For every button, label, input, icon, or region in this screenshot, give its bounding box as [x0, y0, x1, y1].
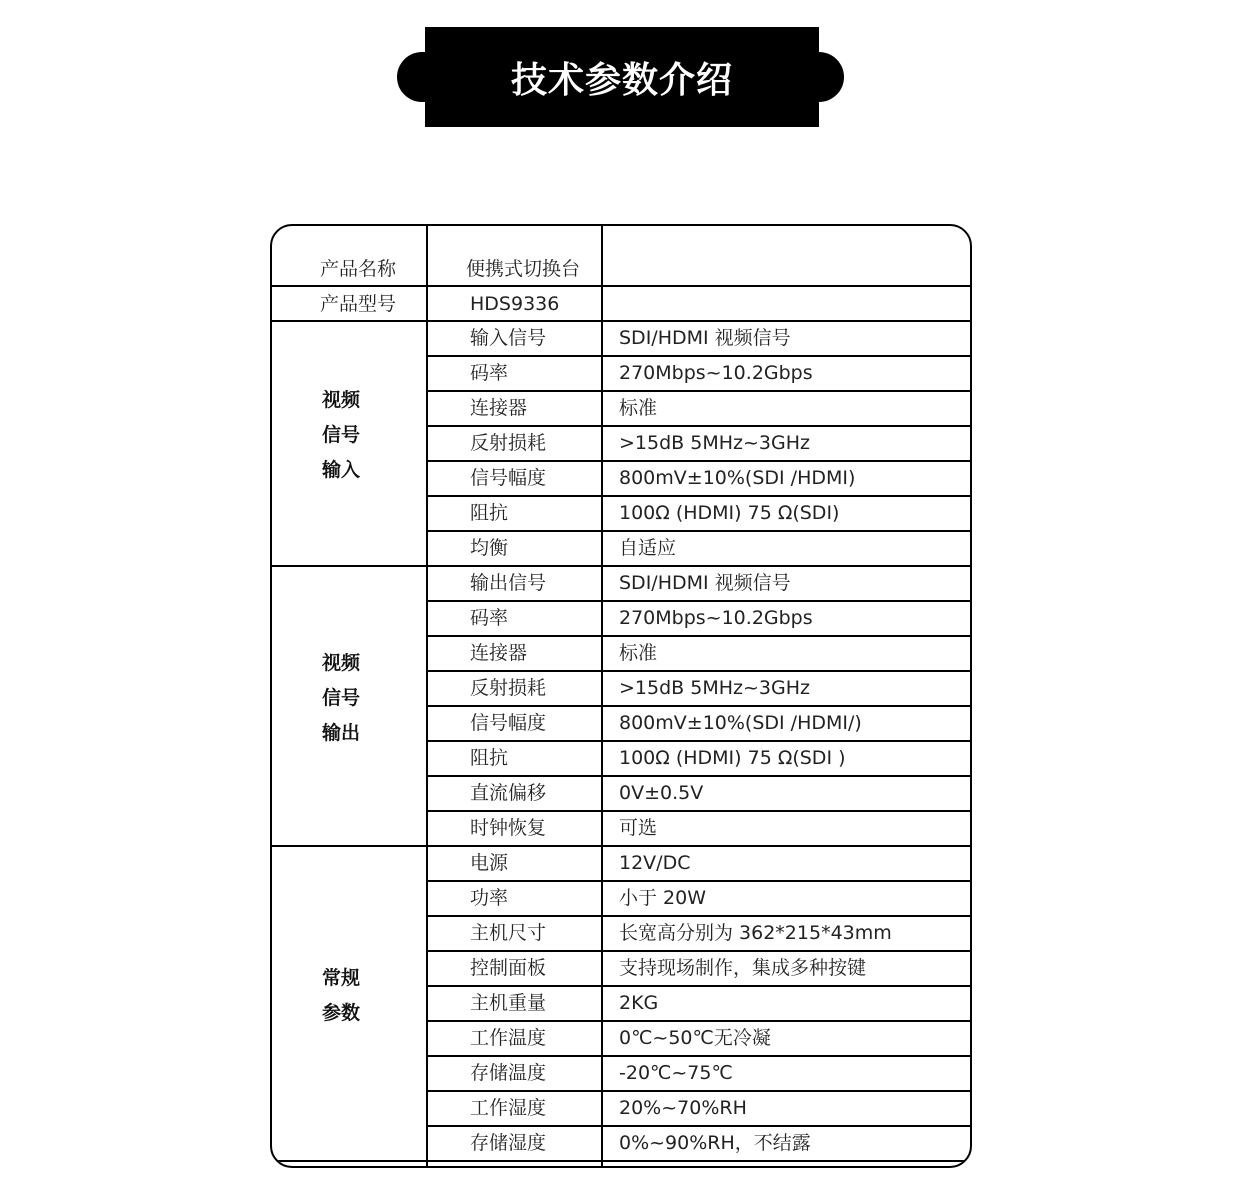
table-row-divider [426, 355, 970, 357]
param-name: 输入信号 [470, 327, 547, 349]
row-label: 产品名称 [320, 258, 397, 280]
param-value: 0%~90%RH，不结露 [619, 1132, 811, 1154]
row-value: 便携式切换台 [466, 258, 581, 280]
row-value: HDS9336 [470, 293, 560, 315]
param-value: 小于 20W [619, 887, 707, 909]
section-title-line: 输入 [322, 459, 361, 481]
table-row-divider [272, 1160, 970, 1162]
param-name: 阻抗 [470, 502, 509, 524]
table-row-divider [426, 600, 970, 602]
table-column-divider [426, 226, 428, 1166]
param-name: 连接器 [470, 397, 528, 419]
param-name: 时钟恢复 [470, 817, 547, 839]
param-value: 标准 [619, 642, 658, 664]
table-row-divider [426, 705, 970, 707]
table-row-divider [426, 985, 970, 987]
table-row-divider [426, 670, 970, 672]
param-value: 20%~70%RH [619, 1097, 747, 1119]
param-value: 可选 [619, 817, 658, 839]
table-row-divider [426, 1125, 970, 1127]
param-name: 存储湿度 [470, 1132, 547, 1154]
table-row-divider [426, 950, 970, 952]
table-row-divider [426, 1090, 970, 1092]
param-name: 反射损耗 [470, 432, 547, 454]
table-row-divider [426, 390, 970, 392]
param-value: 0V±0.5V [619, 782, 704, 804]
table-row-divider [272, 845, 970, 847]
table-row-divider [272, 565, 970, 567]
table-row-divider [426, 810, 970, 812]
param-value: >15dB 5MHz~3GHz [619, 677, 810, 699]
param-value: 0℃~50℃无冷凝 [619, 1027, 771, 1049]
table-row-divider [426, 495, 970, 497]
param-name: 码率 [470, 362, 509, 384]
table-row-divider [426, 530, 970, 532]
table-row-divider [426, 915, 970, 917]
param-name: 直流偏移 [470, 782, 547, 804]
section-title-line: 常规 [322, 966, 361, 989]
param-value: 800mV±10%(SDI /HDMI/) [619, 712, 862, 734]
param-name: 工作湿度 [470, 1097, 547, 1119]
param-name: 均衡 [470, 537, 509, 559]
param-name: 信号幅度 [470, 712, 547, 734]
param-value: SDI/HDMI 视频信号 [619, 572, 791, 594]
param-value: -20℃~75℃ [619, 1062, 733, 1084]
table-row-divider [426, 880, 970, 882]
param-value: 12V/DC [619, 852, 691, 874]
param-value: 自适应 [619, 537, 677, 559]
param-name: 信号幅度 [470, 467, 547, 489]
param-name: 电源 [470, 852, 509, 874]
param-value: 100Ω (HDMI) 75 Ω(SDI) [619, 502, 840, 524]
section-title [322, 383, 360, 488]
param-value: 2KG [619, 992, 659, 1014]
param-name: 存储温度 [470, 1062, 547, 1084]
param-value: 标准 [619, 397, 658, 419]
section-title-line: 视频 [322, 389, 361, 411]
param-name: 码率 [470, 607, 509, 629]
section-title-line: 输出 [322, 721, 361, 744]
table-column-divider [601, 226, 603, 1166]
param-value: 100Ω (HDMI) 75 Ω(SDI ) [619, 747, 846, 769]
table-row-divider [426, 425, 970, 427]
section-title-line: 参数 [322, 1001, 361, 1024]
table-row-divider [426, 635, 970, 637]
section-title-line: 信号 [322, 686, 361, 709]
param-name: 阻抗 [470, 747, 509, 769]
param-name: 连接器 [470, 642, 528, 664]
param-value: 270Mbps~10.2Gbps [619, 362, 813, 384]
page-title: 技术参数介绍 [510, 59, 733, 101]
param-value: 270Mbps~10.2Gbps [619, 607, 813, 629]
row-label: 产品型号 [320, 293, 397, 315]
table-row-divider [272, 285, 970, 287]
header-banner [397, 27, 844, 127]
spec-table [270, 224, 972, 1168]
param-name: 主机尺寸 [470, 922, 547, 944]
param-value: SDI/HDMI 视频信号 [619, 327, 791, 349]
table-row-divider [426, 1020, 970, 1022]
table-row-divider [272, 320, 970, 322]
param-value: 800mV±10%(SDI /HDMI) [619, 467, 856, 489]
param-value: 支持现场制作，集成多种按键 [619, 957, 867, 979]
param-value: 长宽高分别为 362*215*43mm [619, 922, 892, 944]
section-title [322, 646, 360, 751]
table-row-divider [426, 1055, 970, 1057]
section-title-line: 视频 [322, 651, 361, 674]
section-title [322, 961, 360, 1031]
param-name: 工作温度 [470, 1027, 547, 1049]
param-value: >15dB 5MHz~3GHz [619, 432, 810, 454]
table-row-divider [426, 460, 970, 462]
param-name: 控制面板 [470, 957, 547, 979]
param-name: 输出信号 [470, 572, 547, 594]
table-row-divider [426, 740, 970, 742]
param-name: 反射损耗 [470, 677, 547, 699]
section-title-line: 信号 [322, 424, 361, 446]
table-row-divider [426, 775, 970, 777]
param-name: 主机重量 [470, 992, 547, 1014]
param-name: 功率 [470, 887, 509, 909]
